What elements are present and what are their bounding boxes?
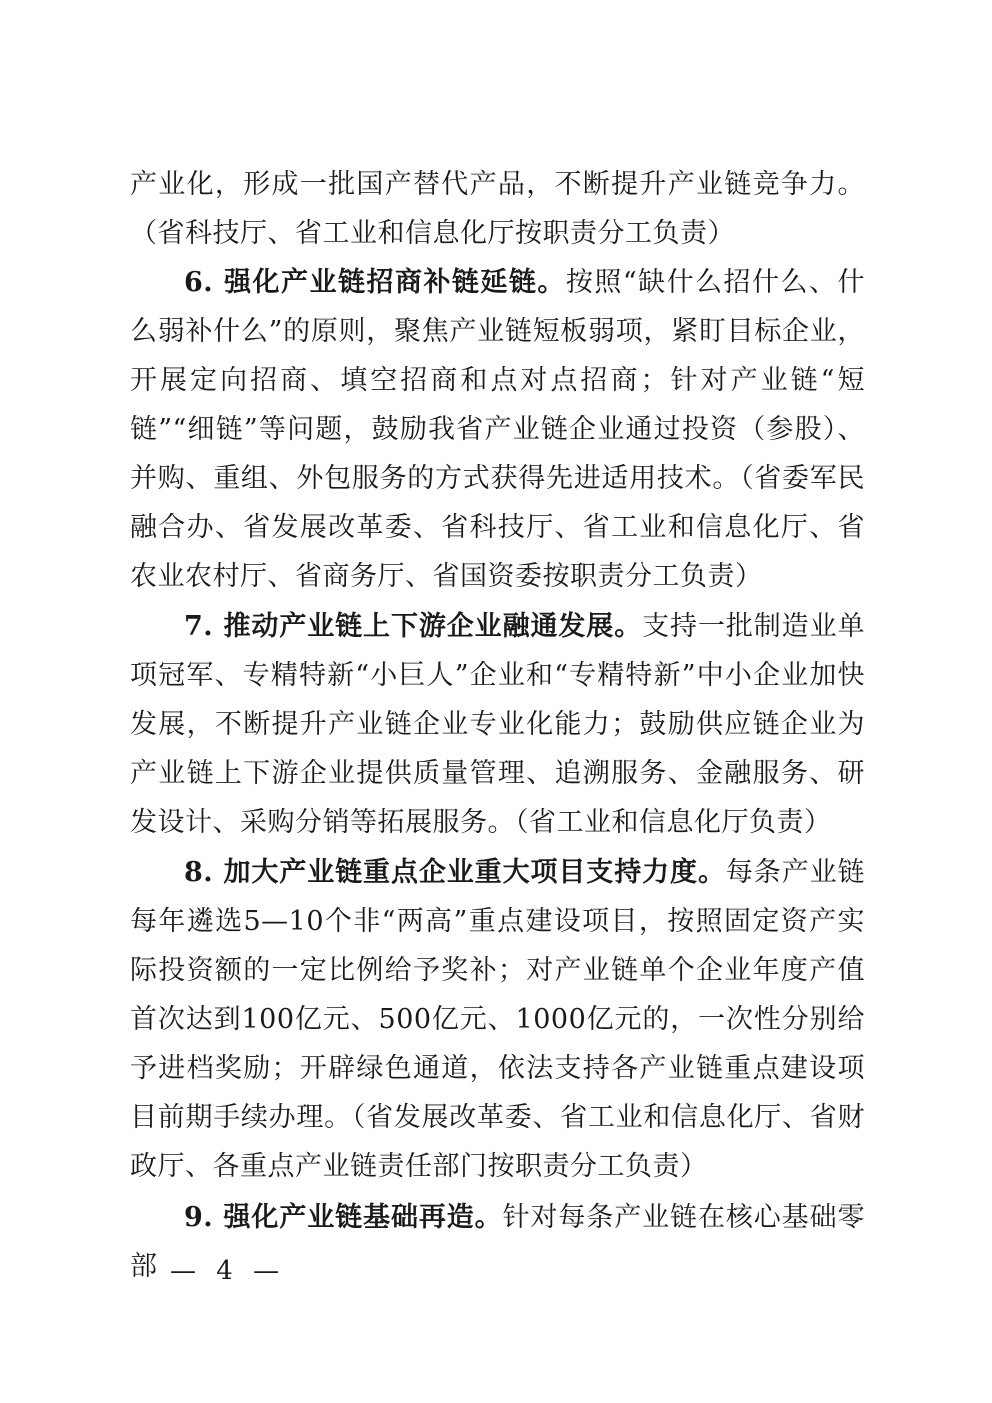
paragraph-8 (130, 848, 865, 1191)
paragraph-body: 针对每条产业链在核心基础零部 (130, 1202, 866, 1282)
paragraph-body: 产业化，形成一批国产替代产品，不断提升产业链竞争力。（省科技厅、省工业和信息化厅按职责分工负责） (130, 169, 865, 249)
paragraph-6 (130, 258, 865, 601)
paragraph-heading: 6. 强化产业链招商补链延链。 (184, 267, 566, 298)
page-number: — 4 — (170, 1256, 286, 1286)
paragraph-7 (130, 602, 865, 847)
paragraph-heading: 8. 加大产业链重点企业重大项目支持力度。 (184, 857, 726, 888)
paragraph-heading: 7. 推动产业链上下游企业融通发展。 (184, 611, 643, 642)
paragraph-body: 支持一批制造业单项冠军、专精特新“小巨人”企业和“专精特新”中小企业加快发展，不断提升产业链企业专业化能力；鼓励供应链企业为产业链上下游企业提供质量管理、追溯服务、金融服务、研发设计、采购分销等拓展服务。（省工业和信息化厅负责） (130, 611, 866, 838)
paragraph-heading: 9. 强化产业链基础再造。 (184, 1202, 503, 1233)
paragraph-continuation (130, 160, 865, 258)
paragraph-body: 按照“缺什么招什么、什么弱补什么”的原则，聚焦产业链短板弱项，紧盯目标企业，开展定向招商、填空招商和点对点招商；针对产业链“短链”“细链”等问题，鼓励我省产业链企业通过投资（参股）、并购、重组、外包服务的方式获得先进适用技术。（省委军民融合办、省发展改革委、省科技厅、省工业和信息化厅、省农业农村厅、省商务厅、省国资委按职责分工负责） (130, 267, 865, 592)
paragraph-body: 每条产业链每年遴选5—10个非“两高”重点建设项目，按照固定资产实际投资额的一定比例给予奖补；对产业链单个企业年度产值首次达到100亿元、500亿元、1000亿元的，一次性分别给予进档奖励；开辟绿色通道，依法支持各产业链重点建设项目前期手续办理。（省发展改革委、省工业和信息化厅、省财政厅、各重点产业链责任部门按职责分工负责） (130, 857, 865, 1182)
